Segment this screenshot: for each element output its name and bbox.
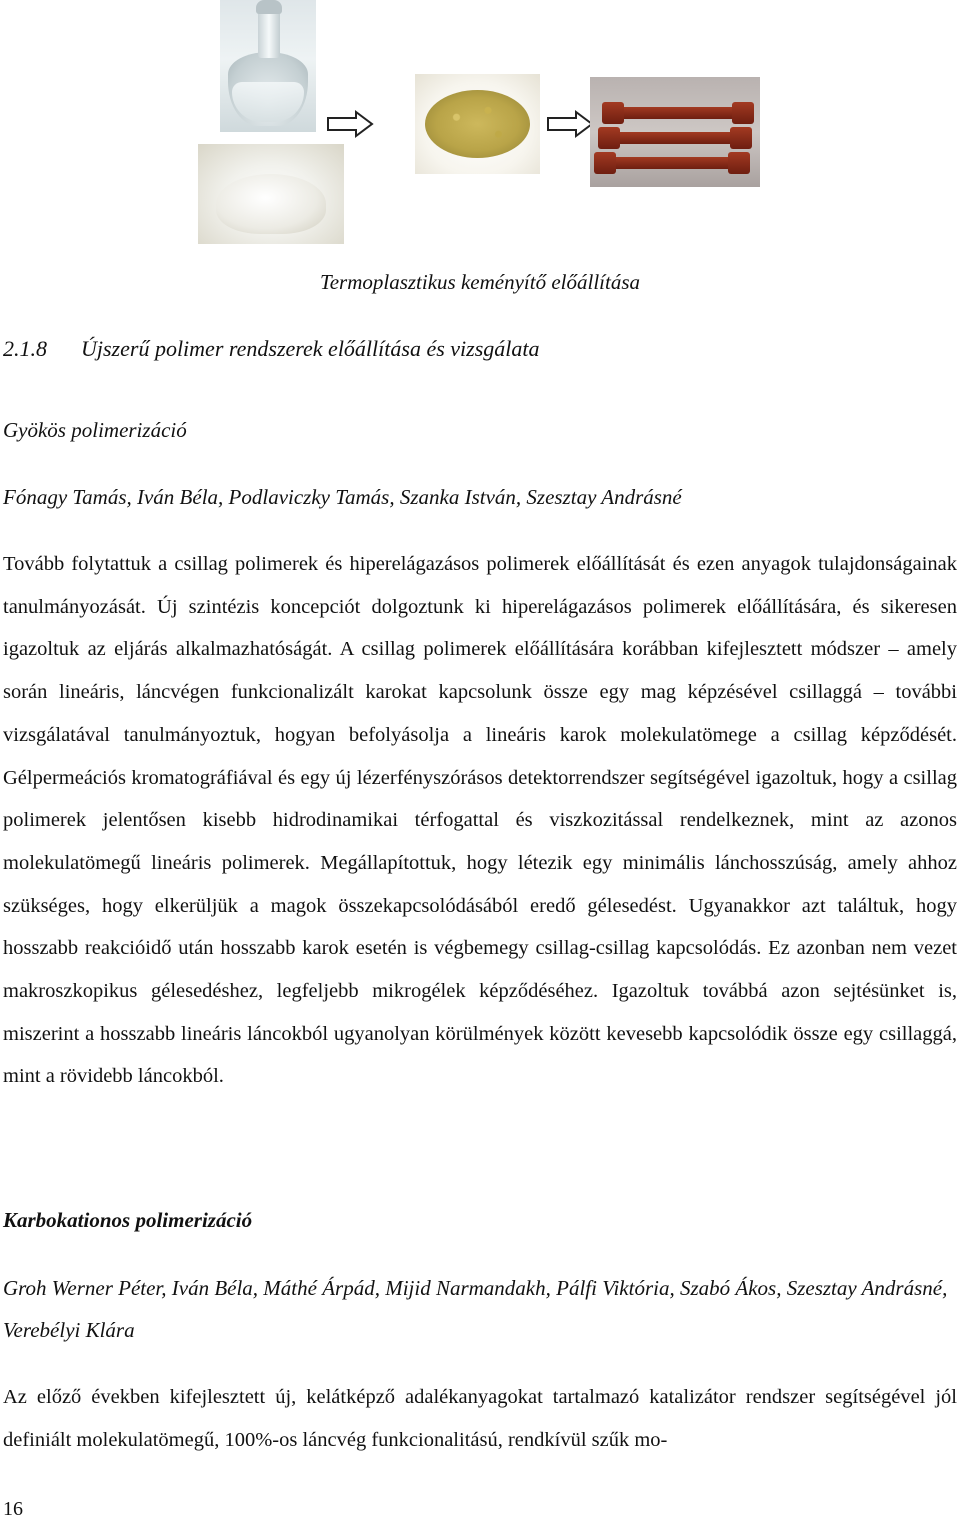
radical-authors: Fónagy Tamás, Iván Béla, Podlaviczky Tamás, Szanka István, Szesztay Andrásné (3, 485, 682, 509)
radical-heading: Gyökös polimerizáció (3, 418, 187, 442)
cationic-authors: Groh Werner Péter, Iván Béla, Máthé Árpád, Mijid Narmandakh, Pálfi Viktória, Szabó Ákos, Szesztay Andrásné, Verebélyi Klára (3, 1276, 948, 1342)
granules-photo (415, 74, 540, 174)
radical-paragraph: Tovább folytattuk a csillag polimerek és hiperelágazásos polimerek előállítását és ezen anyagok tulajdonságainak tanulmányozását. Új szintézis koncepciót dolgoztunk ki hiperelágazásos polimerek előállítására, és sikeresen igazoltuk az eljárás alkalmazhatóságát. A csillag polimerek előállítására korábban kifejlesztett módszer – amely során lineáris, láncvégen funkcionalizált karokat kapcsolunk össze egy mag képzésével csillaggá – további vizsgálatával tanulmányoztuk, hogyan befolyásolja a lineáris karok molekulatömege a csillag képződését. Gélpermeációs kromatográfiával és egy új lézerfényszórásos detektorrendszer segítségével igazoltuk, hogy a csillag polimerek jelentősen kisebb hidrodinamikai térfogattal és viszkozitással rendelkeznek, mint az azonos molekulatömegű lineáris polimerek. Megállapítottuk, hogy létezik egy minimális lánchosszúság, amely ahhoz szükséges, hogy elkerüljük a magok összekapcsolódásából eredő gélesedést. Ugyanakkor azt találtuk, hogy hosszabb reakcióidő után hosszabb karok esetén is végbemegy csillag-csillag kapcsolódás. Ez azonban nem vezet makroszkopikus gélesedéshez, legfeljebb mikrogélek képződéséhez. Igazoltuk továbbá azon sejtésünket is, miszerint a hosszabb lineáris láncokból ugyanolyan körülmények között kevesebb kapcsolódik össze egy csillaggá, mint a rövidebb láncokból. (3, 553, 957, 1088)
section-title: Újszerű polimer rendszerek előállítása és vizsgálata (81, 336, 540, 361)
flask-photo (220, 0, 316, 132)
test-bars-photo (590, 77, 760, 187)
arrow-right-icon (546, 110, 594, 138)
page-number: 16 (3, 1498, 23, 1520)
cationic-heading: Karbokationos polimerizáció (3, 1208, 253, 1232)
section-number: 2.1.8 (3, 336, 47, 361)
arrow-right-icon (326, 110, 374, 138)
section-heading (3, 336, 540, 362)
cationic-paragraph: Az előző években kifejlesztett új, kelátképző adalékanyagokat tartalmazó katalizátor rendszer segítségével jól definiált molekulatömegű, 100%-os láncvég funkcionalitású, rendkívül szűk mo- (3, 1386, 957, 1451)
starch-powder-photo (198, 144, 344, 244)
figure-caption: Termoplasztikus keményítő előállítása (319, 270, 641, 294)
